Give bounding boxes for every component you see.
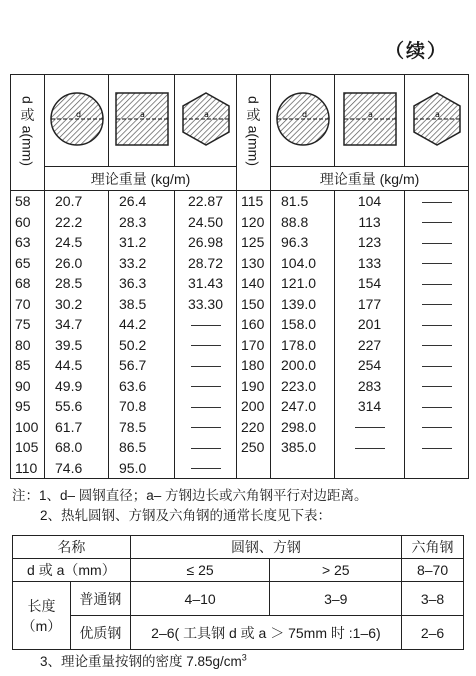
table-cell: 24.50: [187, 213, 224, 230]
square-steel-icon: [342, 91, 398, 147]
table-cell: 74.6: [55, 459, 83, 476]
table-cell: 49.9: [55, 377, 83, 394]
table-cell: 81.5: [281, 193, 309, 209]
table-cell: 70: [15, 295, 31, 312]
table-cell: [335, 417, 404, 438]
table-cell: 298.0: [281, 418, 317, 435]
table-cell: 200: [241, 398, 265, 414]
hex-range: 8–70: [402, 559, 464, 582]
dash-mark: [422, 448, 452, 449]
dash-mark: [422, 345, 452, 346]
svg-text:d: d: [301, 110, 307, 119]
dash-mark: [191, 407, 221, 408]
col-square-right: [335, 191, 405, 479]
table-cell: [175, 396, 236, 417]
table-cell: [405, 273, 468, 294]
table-cell: 104: [357, 193, 382, 209]
table-cell: 31.2: [119, 234, 147, 250]
dash-mark: [422, 325, 452, 326]
svg-text:d: d: [75, 110, 81, 119]
table-cell: 86.5: [119, 439, 147, 455]
table-cell: 105: [15, 439, 39, 455]
table-cell: 26.98: [187, 234, 224, 250]
length-label: 长度（m）: [13, 582, 71, 650]
svg-text:a: a: [139, 110, 145, 119]
dim-header-left: d 或 a(mm): [11, 75, 45, 191]
table-cell: 180: [241, 357, 265, 373]
notes: [12, 486, 368, 526]
round-steel-cell-2: [271, 75, 335, 167]
quality-value: 2–6( 工具钢 d 或 a ＞ 75mm 时 :1–6): [130, 616, 401, 650]
table-cell: 31.43: [187, 275, 224, 291]
table-cell: 26.0: [55, 254, 83, 271]
dash-mark: [422, 407, 452, 408]
table-cell: [405, 232, 468, 253]
table-cell: 58: [15, 193, 31, 209]
table-cell: [405, 294, 468, 315]
table-cell: 33.2: [119, 254, 147, 271]
table-cell: 220: [241, 418, 265, 435]
note-2: 2、热轧圆钢、方钢及六角钢的通常长度见下表：: [40, 508, 332, 523]
da-label: d 或 a（mm）: [13, 559, 131, 582]
hexagon-steel-cell-2: [405, 75, 469, 167]
table-cell: 160: [241, 316, 265, 332]
table-cell: 44.2: [119, 316, 147, 332]
hexagon-steel-icon: [409, 91, 465, 147]
dash-mark: [191, 325, 221, 326]
table-cell: 96.3: [281, 234, 309, 250]
table-cell: 227: [357, 336, 382, 353]
table-cell: 133: [357, 254, 382, 271]
table-cell: 177: [357, 295, 382, 312]
table-cell: 28.3: [119, 213, 147, 230]
table-cell: [175, 314, 236, 335]
table-cell: 65: [15, 254, 31, 271]
table-cell: [405, 417, 468, 438]
dash-mark: [422, 427, 452, 428]
dash-mark: [422, 284, 452, 285]
col-round-left: [45, 191, 109, 479]
ordinary-label: 普通钢: [70, 582, 130, 616]
table-cell: [335, 437, 404, 458]
table-cell: 247.0: [281, 398, 317, 414]
table-cell: 26.4: [119, 193, 147, 209]
table-cell: 250: [241, 439, 265, 455]
h-name: 名称: [13, 536, 131, 559]
svg-text:a: a: [434, 110, 440, 119]
table-cell: 78.5: [119, 418, 147, 435]
dash-mark: [422, 386, 452, 387]
dash-mark: [355, 427, 385, 428]
quality-hex: 2–6: [402, 616, 464, 650]
table-cell: 55.6: [55, 398, 83, 414]
dash-mark: [422, 202, 452, 203]
table-cell: 34.7: [55, 316, 83, 332]
table-cell: 100: [15, 418, 39, 435]
table-cell: [405, 191, 468, 212]
weight-header-left: 理论重量 (kg/m): [45, 167, 237, 191]
table-cell: 190: [241, 377, 265, 394]
hexagon-steel-cell: [175, 75, 237, 167]
ordinary-v2: 3–9: [270, 582, 402, 616]
dash-mark: [191, 427, 221, 428]
dash-mark: [191, 345, 221, 346]
dash-mark: [422, 222, 452, 223]
svg-text:a: a: [367, 110, 373, 119]
table-cell: 104.0: [281, 254, 317, 271]
table-cell: [175, 335, 236, 356]
col-d-right: [237, 191, 271, 479]
square-steel-cell: [109, 75, 175, 167]
hexagon-steel-icon: [178, 91, 234, 147]
table-cell: 115: [241, 193, 264, 209]
table-cell: [175, 437, 236, 458]
table-cell: 170: [241, 336, 265, 353]
table-cell: 201: [357, 316, 382, 332]
table-cell: 33.30: [187, 295, 224, 312]
table-cell: 39.5: [55, 336, 83, 353]
table-cell: 68: [15, 275, 31, 291]
col-hex-right: [405, 191, 469, 479]
table-cell: 28.5: [55, 275, 83, 291]
table-cell: 150: [241, 295, 265, 312]
table-cell: [405, 212, 468, 233]
le25: ≤ 25: [130, 559, 270, 582]
table-cell: 63.6: [119, 377, 147, 394]
table-cell: [175, 417, 236, 438]
table-cell: 140: [241, 275, 265, 291]
table-cell: [405, 335, 468, 356]
dash-mark: [422, 366, 452, 367]
table-cell: 22.87: [187, 193, 224, 209]
table-cell: 85: [15, 357, 31, 373]
table-cell: 223.0: [281, 377, 317, 394]
table-cell: 178.0: [281, 336, 317, 353]
table-cell: 24.5: [55, 234, 83, 250]
table-cell: 123: [357, 234, 382, 250]
round-steel-icon: [49, 91, 105, 147]
note-3: 3、理论重量按钢的密度 $7.85g/cm^3$: [40, 652, 247, 669]
table-cell: 30.2: [55, 295, 83, 312]
h-round-square: 圆钢、方钢: [130, 536, 401, 559]
table-cell: 125: [241, 234, 265, 250]
table-cell: 139.0: [281, 295, 317, 312]
table-cell: 90: [15, 377, 31, 394]
table-cell: [175, 376, 236, 397]
table-cell: 121.0: [281, 275, 317, 291]
weight-header-right: 理论重量 (kg/m): [271, 167, 469, 191]
table-cell: 95.0: [119, 459, 147, 476]
quality-label: 优质钢: [70, 616, 130, 650]
table-cell: 130: [241, 254, 265, 271]
col-round-right: [271, 191, 335, 479]
dim-header-right: d 或 a(mm): [237, 75, 271, 191]
table-cell: 120: [241, 213, 265, 230]
weight-table: [10, 74, 469, 479]
table-cell: 44.5: [55, 357, 83, 373]
table-cell: 63: [15, 234, 31, 250]
dash-mark: [422, 304, 452, 305]
table-cell: 113: [358, 213, 381, 230]
table-cell: 68.0: [55, 439, 83, 455]
round-steel-icon: [275, 91, 331, 147]
table-cell: [405, 376, 468, 397]
table-cell: 95: [15, 398, 31, 414]
table-cell: 70.8: [119, 398, 147, 414]
table-cell: 80: [15, 336, 31, 353]
gt25: > 25: [270, 559, 402, 582]
ordinary-v1: 4–10: [130, 582, 270, 616]
table-cell: 38.5: [119, 295, 147, 312]
square-steel-cell-2: [335, 75, 405, 167]
table-cell: [175, 458, 236, 479]
dash-mark: [191, 366, 221, 367]
table-cell: 61.7: [55, 418, 83, 435]
round-steel-cell: [45, 75, 109, 167]
table-cell: [405, 253, 468, 274]
table-cell: 28.72: [187, 254, 224, 271]
dash-mark: [355, 448, 385, 449]
length-table: [12, 535, 464, 650]
square-steel-icon: [114, 91, 170, 147]
continued-label: （续）: [384, 41, 448, 62]
table-cell: [405, 437, 468, 458]
h-hex: 六角钢: [402, 536, 464, 559]
table-cell: 110: [15, 459, 38, 476]
note-1: 注：1、d– 圆钢直径；a– 方钢边长或六角钢平行对边距离。: [12, 488, 368, 503]
ordinary-v3: 3–8: [402, 582, 464, 616]
col-hex-left: [175, 191, 237, 479]
table-cell: 36.3: [119, 275, 147, 291]
table-cell: 22.2: [55, 213, 83, 230]
table-cell: 60: [15, 213, 31, 230]
dash-mark: [191, 448, 221, 449]
table-cell: 88.8: [281, 213, 309, 230]
table-cell: 314: [357, 398, 382, 414]
table-cell: 75: [15, 316, 31, 332]
col-d-left: [11, 191, 45, 479]
table-cell: [405, 314, 468, 335]
table-cell: 283: [357, 377, 382, 394]
dash-mark: [422, 243, 452, 244]
table-cell: 50.2: [119, 336, 147, 353]
dash-mark: [191, 386, 221, 387]
table-cell: [405, 396, 468, 417]
table-cell: 20.7: [55, 193, 83, 209]
dash-mark: [422, 263, 452, 264]
table-cell: 254: [357, 357, 382, 373]
table-cell: 200.0: [281, 357, 317, 373]
table-cell: [175, 355, 236, 376]
table-cell: 56.7: [119, 357, 147, 373]
dash-mark: [191, 468, 221, 469]
col-square-left: [109, 191, 175, 479]
table-cell: 385.0: [281, 439, 317, 455]
table-cell: 158.0: [281, 316, 317, 332]
table-cell: [405, 355, 468, 376]
table-cell: 154: [357, 275, 382, 291]
svg-text:a: a: [203, 110, 209, 119]
